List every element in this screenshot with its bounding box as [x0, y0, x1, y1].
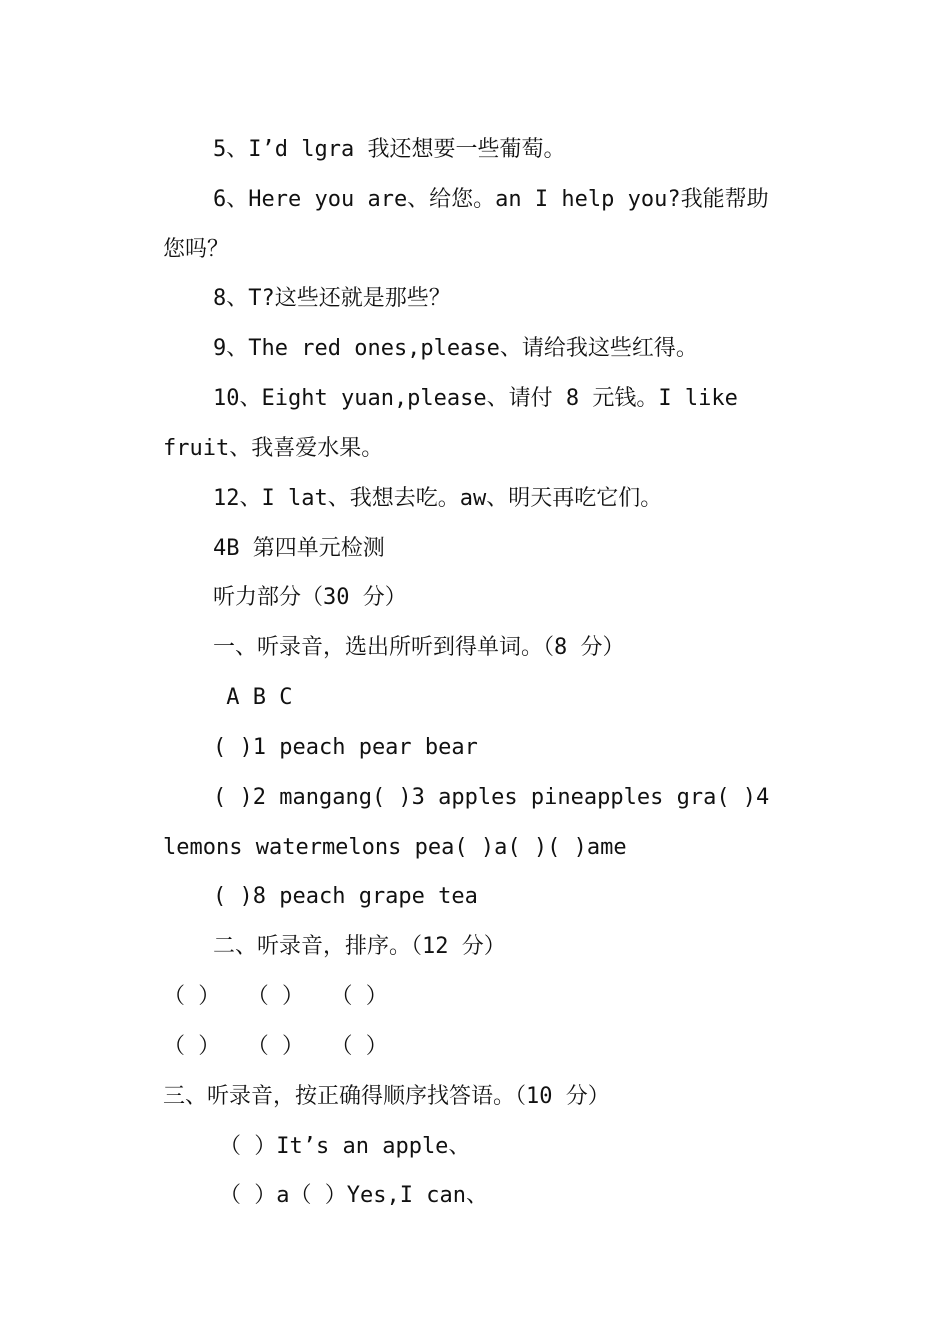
question-heading-3: 三、听录音，按正确得顺序找答语。（10 分）	[163, 1084, 610, 1109]
text-line-6: 10、Eight yuan,please、请付 8 元钱。I like	[213, 386, 738, 411]
answer-blanks-row-1: （ ） （ ） （ ）	[163, 984, 388, 1009]
question-item-2: ( )2 mangang( )3 apples pineapples gra( )4	[213, 785, 770, 810]
text-line-1: 5、I’d lgra 我还想要一些葡萄。	[213, 137, 566, 162]
section-heading-unit: 4B 第四单元检测	[213, 536, 385, 561]
text-line-8: 12、I lat、我想去吃。aw、明天再吃它们。	[213, 486, 663, 511]
question-heading-1: 一、听录音，选出所听到得单词。（8 分）	[213, 635, 625, 660]
question-item-1: ( )1 peach pear bear	[213, 735, 478, 760]
answer-item-2: （ ）a（ ）Yes,I can、	[219, 1183, 488, 1208]
question-item-4: ( )8 peach grape tea	[213, 884, 478, 909]
question-item-3: lemons watermelons pea( )a( )( )ame	[163, 835, 627, 860]
section-heading-listening: 听力部分（30 分）	[213, 585, 407, 610]
text-line-7: fruit、我喜爱水果。	[163, 436, 384, 461]
text-line-2: 6、Here you are、给您。an I help you?我能帮助	[213, 187, 769, 212]
text-line-4: 8、T?这些还就是那些？	[213, 286, 451, 311]
text-line-5: 9、The red ones,please、请给我这些红得。	[213, 336, 698, 361]
text-line-3: 您吗？	[163, 237, 230, 262]
answer-blanks-row-2: （ ） （ ） （ ）	[163, 1034, 388, 1059]
option-labels: A B C	[213, 685, 293, 710]
question-heading-2: 二、听录音，排序。（12 分）	[213, 934, 506, 959]
answer-item-1: （ ）It’s an apple、	[219, 1134, 471, 1159]
